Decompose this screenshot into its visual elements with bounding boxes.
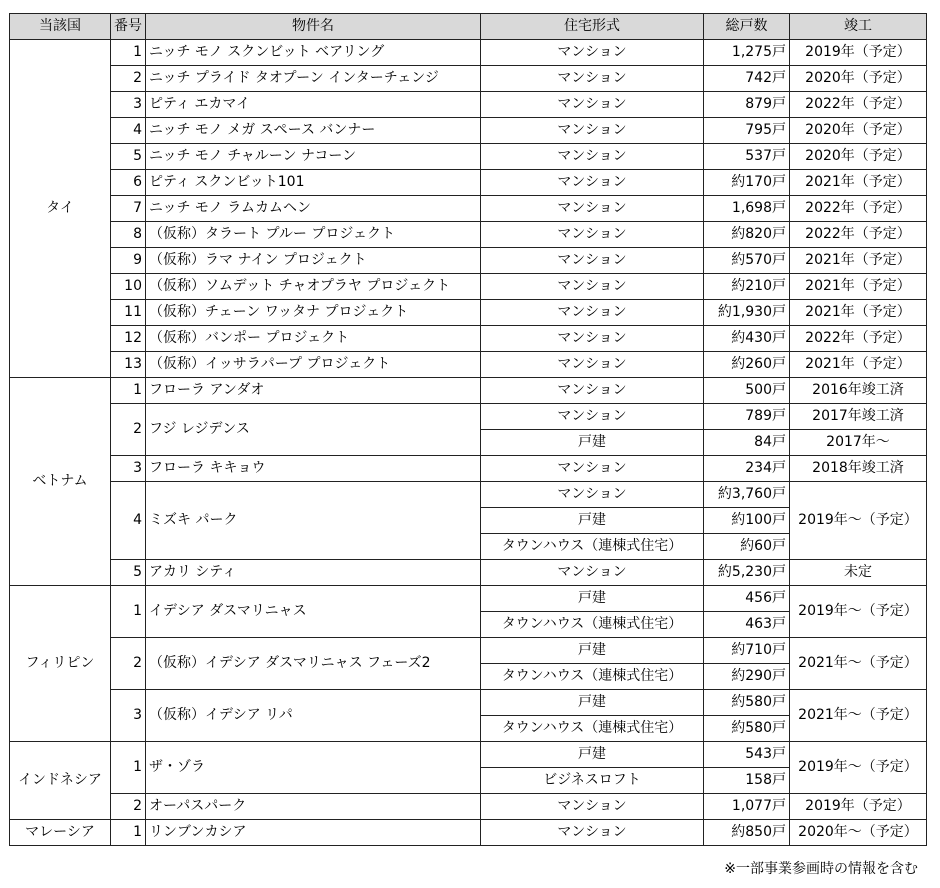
unit-count: 約260戸 [704,352,790,378]
housing-type: マンション [481,118,704,144]
footnote: ※一部事業参画時の情報を含む [724,861,918,877]
project-number: 11 [111,300,146,326]
completion-cell: 2019年～（予定） [790,586,927,638]
completion-cell: 2021年（予定） [790,274,927,300]
unit-count: 158戸 [704,768,790,794]
unit-count: 1,077戸 [704,794,790,820]
project-number: 3 [111,456,146,482]
completion-cell: 2021年～（予定） [790,638,927,690]
unit-count: 約290戸 [704,664,790,690]
header-type: 住宅形式 [481,14,704,40]
table-row [10,820,927,846]
project-number: 4 [111,118,146,144]
unit-count: 1,275戸 [704,40,790,66]
project-number: 9 [111,248,146,274]
country-cell: ベトナム [10,378,111,586]
unit-count: 約580戸 [704,716,790,742]
housing-type: マンション [481,248,704,274]
unit-count: 463戸 [704,612,790,638]
table-row [10,248,927,274]
table-row [10,586,927,612]
completion-cell: 未定 [790,560,927,586]
project-number: 1 [111,586,146,638]
project-name: フジ レジデンス [146,404,481,456]
housing-type: タウンハウス（連棟式住宅） [481,664,704,690]
unit-count: 879戸 [704,92,790,118]
completion-cell: 2020年（予定） [790,118,927,144]
table-row [10,144,927,170]
project-number: 4 [111,482,146,560]
housing-type: マンション [481,66,704,92]
project-name: オーパスパーク [146,794,481,820]
unit-count: 約850戸 [704,820,790,846]
project-name: ザ・ゾラ [146,742,481,794]
unit-count: 789戸 [704,404,790,430]
completion-cell: 2019年（予定） [790,794,927,820]
project-name: リンブンカシア [146,820,481,846]
header-completion: 竣工 [790,14,927,40]
completion-cell: 2016年竣工済 [790,378,927,404]
completion-cell: 2019年～（予定） [790,482,927,560]
header-no: 番号 [111,14,146,40]
table-row [10,690,927,716]
housing-type: タウンハウス（連棟式住宅） [481,716,704,742]
table-row [10,222,927,248]
table-row [10,300,927,326]
table-row [10,326,927,352]
project-name: ミズキ パーク [146,482,481,560]
unit-count: 約570戸 [704,248,790,274]
housing-type: マンション [481,300,704,326]
table-row [10,196,927,222]
housing-type: マンション [481,404,704,430]
unit-count: 約210戸 [704,274,790,300]
completion-cell: 2022年（予定） [790,326,927,352]
completion-cell: 2021年（予定） [790,300,927,326]
project-name: イデシア ダスマリニャス [146,586,481,638]
project-number: 1 [111,378,146,404]
completion-cell: 2017年竣工済 [790,404,927,430]
unit-count: 約3,760戸 [704,482,790,508]
project-number: 10 [111,274,146,300]
unit-count: 約820戸 [704,222,790,248]
table-row [10,378,927,404]
housing-type: 戸建 [481,508,704,534]
project-number: 5 [111,144,146,170]
completion-cell: 2019年（予定） [790,40,927,66]
project-number: 1 [111,820,146,846]
project-name: （仮称）イデシア ダスマリニャス フェーズ2 [146,638,481,690]
table-row [10,482,927,508]
unit-count: 742戸 [704,66,790,92]
project-name: フローラ アンダオ [146,378,481,404]
completion-cell: 2021年～（予定） [790,690,927,742]
completion-cell: 2021年（予定） [790,352,927,378]
country-cell: マレーシア [10,820,111,846]
unit-count: 543戸 [704,742,790,768]
unit-count: 約430戸 [704,326,790,352]
housing-type: マンション [481,560,704,586]
table-body [10,40,927,846]
project-number: 2 [111,638,146,690]
header-row [10,14,927,40]
unit-count: 500戸 [704,378,790,404]
table-row [10,170,927,196]
housing-type: マンション [481,274,704,300]
project-number: 8 [111,222,146,248]
table-row [10,794,927,820]
project-number: 2 [111,404,146,456]
project-number: 6 [111,170,146,196]
project-name: アカリ シティ [146,560,481,586]
housing-type: 戸建 [481,586,704,612]
housing-type: マンション [481,144,704,170]
project-name: （仮称）イッサラパープ プロジェクト [146,352,481,378]
project-number: 1 [111,742,146,794]
housing-type: マンション [481,794,704,820]
project-name: ピティ スクンビット101 [146,170,481,196]
project-number: 7 [111,196,146,222]
table-row [10,118,927,144]
housing-type: 戸建 [481,690,704,716]
unit-count: 約60戸 [704,534,790,560]
completion-cell: 2021年（予定） [790,248,927,274]
housing-type: マンション [481,196,704,222]
housing-type: 戸建 [481,742,704,768]
project-name: （仮称）チェーン ワッタナ プロジェクト [146,300,481,326]
country-cell: フィリピン [10,586,111,742]
project-number: 2 [111,794,146,820]
completion-cell: 2021年（予定） [790,170,927,196]
unit-count: 537戸 [704,144,790,170]
project-name: （仮称）ソムデット チャオプラヤ プロジェクト [146,274,481,300]
housing-type: タウンハウス（連棟式住宅） [481,612,704,638]
table-row [10,274,927,300]
project-name: ニッチ モノ メガ スペース バンナー [146,118,481,144]
unit-count: 約710戸 [704,638,790,664]
unit-count: 456戸 [704,586,790,612]
completion-cell: 2022年（予定） [790,222,927,248]
country-cell: タイ [10,40,111,378]
header-country: 当該国 [10,14,111,40]
project-name: ニッチ モノ チャルーン ナコーン [146,144,481,170]
table-row [10,66,927,92]
header-name: 物件名 [146,14,481,40]
unit-count: 約100戸 [704,508,790,534]
table-row [10,40,927,66]
unit-count: 1,698戸 [704,196,790,222]
unit-count: 約170戸 [704,170,790,196]
project-name: ピティ エカマイ [146,92,481,118]
housing-type: マンション [481,820,704,846]
completion-cell: 2019年～（予定） [790,742,927,794]
project-name: （仮称）バンポー プロジェクト [146,326,481,352]
housing-type: マンション [481,482,704,508]
housing-type: マンション [481,326,704,352]
project-table [9,13,927,846]
project-name: （仮称）イデシア リパ [146,690,481,742]
project-name: ニッチ モノ ラムカムヘン [146,196,481,222]
housing-type: マンション [481,170,704,196]
project-number: 13 [111,352,146,378]
unit-count: 84戸 [704,430,790,456]
completion-cell: 2022年（予定） [790,196,927,222]
completion-cell: 2022年（予定） [790,92,927,118]
country-cell: インドネシア [10,742,111,820]
project-name: （仮称）ラマ ナイン プロジェクト [146,248,481,274]
project-name: フローラ キキョウ [146,456,481,482]
housing-type: ビジネスロフト [481,768,704,794]
unit-count: 約1,930戸 [704,300,790,326]
completion-cell: 2020年（予定） [790,66,927,92]
unit-count: 795戸 [704,118,790,144]
housing-type: マンション [481,456,704,482]
project-name: ニッチ モノ スクンビット ベアリング [146,40,481,66]
project-number: 1 [111,40,146,66]
table-row [10,92,927,118]
completion-cell: 2017年～ [790,430,927,456]
project-number: 12 [111,326,146,352]
housing-type: マンション [481,378,704,404]
completion-cell: 2020年（予定） [790,144,927,170]
housing-type: タウンハウス（連棟式住宅） [481,534,704,560]
project-number: 2 [111,66,146,92]
housing-type: マンション [481,40,704,66]
project-number: 3 [111,92,146,118]
completion-cell: 2018年竣工済 [790,456,927,482]
unit-count: 234戸 [704,456,790,482]
table-row [10,352,927,378]
housing-type: マンション [481,92,704,118]
table-row [10,638,927,664]
housing-type: 戸建 [481,430,704,456]
table-row [10,456,927,482]
housing-type: マンション [481,352,704,378]
project-number: 5 [111,560,146,586]
header-units: 総戸数 [704,14,790,40]
project-number: 3 [111,690,146,742]
project-name: ニッチ プライド タオプーン インターチェンジ [146,66,481,92]
table-row [10,560,927,586]
unit-count: 約580戸 [704,690,790,716]
unit-count: 約5,230戸 [704,560,790,586]
housing-type: 戸建 [481,638,704,664]
project-name: （仮称）タラート プルー プロジェクト [146,222,481,248]
completion-cell: 2020年～（予定） [790,820,927,846]
housing-type: マンション [481,222,704,248]
table-row [10,404,927,430]
table-row [10,742,927,768]
